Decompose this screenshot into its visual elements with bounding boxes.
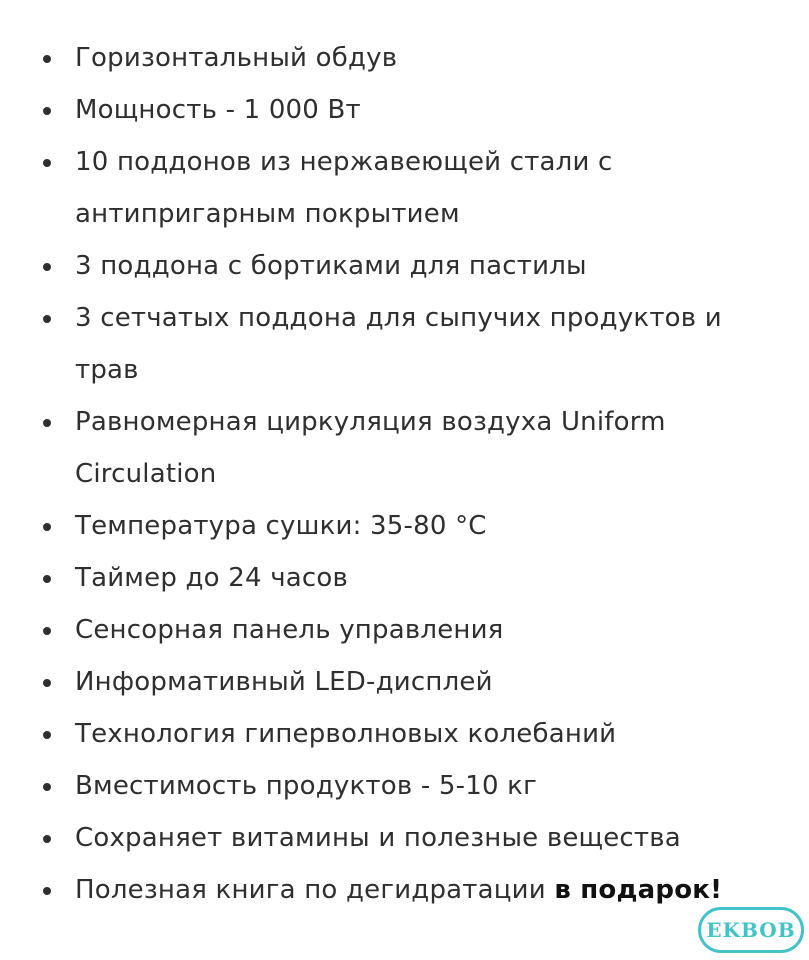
feature-text: 10 поддонов из нержавеющей стали с [75,147,613,177]
bullet-icon [43,887,51,895]
feature-text-continued: трав [75,355,139,385]
feature-text: Таймер до 24 часов [75,563,349,593]
feature-item [0,136,760,240]
bullet-icon [43,627,51,635]
bullet-icon [43,315,51,323]
feature-text-continued: Circulation [75,459,217,489]
feature-item [0,500,760,552]
bullet-icon [43,575,51,583]
feature-item [0,604,760,656]
bullet-icon [43,107,51,115]
feature-item [0,760,760,812]
feature-item [0,240,760,292]
feature-item [0,292,760,396]
feature-text: Сохраняет витамины и полезные вещества [75,823,681,853]
bullet-icon [43,783,51,791]
watermark-text: EKBOB [706,918,796,942]
feature-text: 3 сетчатых поддона для сыпучих продуктов и [75,303,722,333]
bullet-icon [43,679,51,687]
bullet-icon [43,263,51,271]
feature-text: 3 поддона с бортиками для пастилы [75,251,587,281]
feature-item [0,708,760,760]
feature-item [0,656,760,708]
feature-item [0,812,760,864]
feature-item [0,864,760,916]
bullet-icon [43,55,51,63]
bullet-icon [43,835,51,843]
feature-text: Равномерная циркуляция воздуха Uniform [75,407,666,437]
bullet-icon [43,419,51,427]
feature-text: Температура сушки: 35-80 °C [75,511,487,541]
bullet-icon [43,159,51,167]
feature-text: Горизонтальный обдув [75,43,398,73]
watermark-logo [698,907,804,953]
feature-item [0,84,760,136]
feature-item [0,32,760,84]
feature-text: Технология гиперволновых колебаний [75,719,617,749]
feature-text: Мощность - 1 000 Вт [75,95,361,125]
feature-text-continued: антипригарным покрытием [75,199,460,229]
feature-text-bold: в подарок! [554,875,723,905]
bullet-icon [43,731,51,739]
bullet-icon [43,523,51,531]
feature-text: Полезная книга по дегидратации [75,875,555,905]
feature-text: Информативный LED-дисплей [75,667,493,697]
feature-list [0,32,760,916]
feature-text: Сенсорная панель управления [75,615,504,645]
feature-text: Вместимость продуктов - 5-10 кг [75,771,537,801]
feature-item [0,552,760,604]
feature-item [0,396,760,500]
